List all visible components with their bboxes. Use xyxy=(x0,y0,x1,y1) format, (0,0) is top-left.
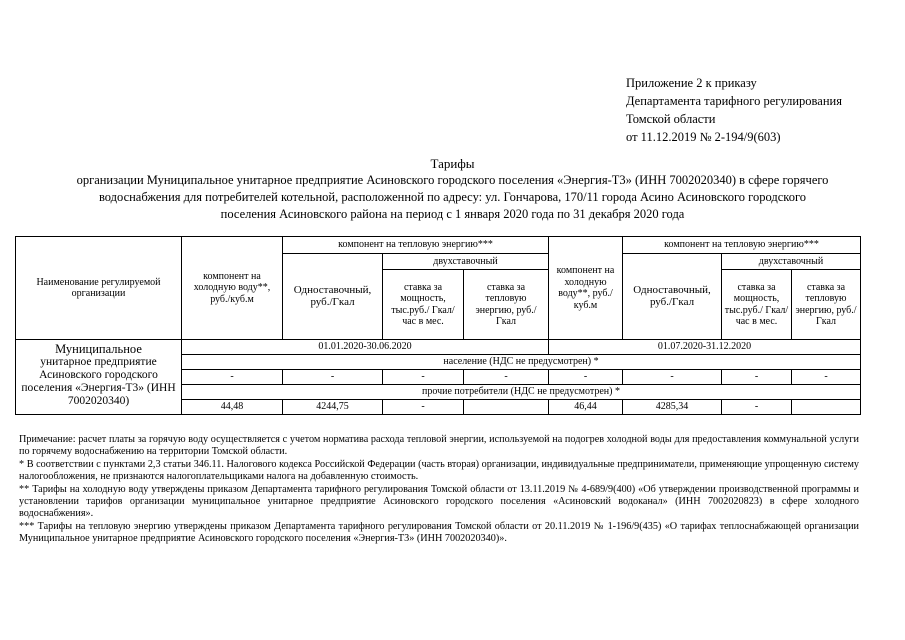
tariff-table xyxy=(15,236,861,415)
table-cell: 44,48 xyxy=(182,400,283,415)
table-cell: - xyxy=(383,370,464,385)
table-cell xyxy=(792,400,861,415)
header-two-rate: двухставочный xyxy=(383,254,549,270)
appendix-header xyxy=(626,74,842,146)
appendix-line: Департамента тарифного регулирования xyxy=(626,94,842,108)
header-cold-water: компонент на холодную воду**, руб./куб.м xyxy=(182,237,283,340)
header-energy-rate: ставка за тепловую энергию, руб./Гкал xyxy=(464,270,549,340)
org-name-cell xyxy=(16,340,182,415)
population-row-header: население (НДС не предусмотрен) * xyxy=(182,355,861,370)
period-cell: 01.07.2020-31.12.2020 xyxy=(549,340,861,355)
header-cold-water: компонент на холодную воду**, руб./куб.м xyxy=(549,237,623,340)
table-cell: 46,44 xyxy=(549,400,623,415)
table-cell: - xyxy=(182,370,283,385)
table-cell: - xyxy=(722,370,792,385)
note-paragraph: ** Тарифы на холодную воду утверждены приказом Департамента тарифного регулирования Томской области от 13.11.2019 № 4-689/9(400) «Об утверждении производственной программы и установлении тарифов организации муниципальное унитарное предприятие Асиновского городского поселения «Асиновский водоканал» (ИНН 7002020823) в сфере холодного водоснабжения». xyxy=(19,483,859,520)
table-cell: - xyxy=(383,400,464,415)
table-cell: 4285,34 xyxy=(623,400,722,415)
table-cell: - xyxy=(792,370,861,385)
header-capacity-rate: ставка за мощность, тыс.руб./ Гкал/час в мес. xyxy=(722,270,792,340)
header-thermal-component: компонент на тепловую энергию*** xyxy=(283,237,549,254)
org-name-line: Муниципальное xyxy=(55,342,142,356)
title-line: организации Муниципальное унитарное предприятие Асиновского городского поселения «Энергия-Т3» (ИНН 7002020340) в сфере горячего xyxy=(76,173,829,187)
appendix-line: Томской области xyxy=(626,112,716,126)
title-line: водоснабжения для потребителей котельной, расположенной по адресу: ул. Гончарова, 170/11 города Асино Асиновского городского xyxy=(98,190,807,204)
header-capacity-rate: ставка за мощность, тыс.руб./ Гкал/час в мес. xyxy=(383,270,464,340)
table-cell: - xyxy=(623,370,722,385)
document-title xyxy=(20,155,885,223)
period-cell: 01.01.2020-30.06.2020 xyxy=(182,340,549,355)
table-cell: 4244,75 xyxy=(283,400,383,415)
header-single-rate: Одноставочный, руб./Гкал xyxy=(623,254,722,340)
other-consumers-row-header: прочие потребители (НДС не предусмотрен) * xyxy=(182,385,861,400)
title-heading: Тарифы xyxy=(430,156,475,171)
appendix-line: от 11.12.2019 № 2-194/9(603) xyxy=(626,130,781,144)
header-energy-rate: ставка за тепловую энергию, руб./Гкал xyxy=(792,270,861,340)
table-cell: - xyxy=(464,370,549,385)
note-paragraph: * В соответствии с пунктами 2,3 статьи 346.11. Налогового кодекса Российской Федерации (часть вторая) организации, индивидуальные предприниматели, применяющие упрощенную систему налогообложения, не признаются налогоплательщиками налога на добавленную стоимость. xyxy=(19,458,859,483)
title-line: поселения Асиновского района на период с 1 января 2020 года по 31 декабря 2020 года xyxy=(220,207,685,221)
header-two-rate: двухставочный xyxy=(722,254,861,270)
appendix-line: Приложение 2 к приказу xyxy=(626,76,757,90)
table-cell: - xyxy=(283,370,383,385)
table-cell: - xyxy=(549,370,623,385)
header-single-rate: Одноставочный, руб./Гкал xyxy=(283,254,383,340)
note-paragraph: Примечание: расчет платы за горячую воду осуществляется с учетом норматива расхода тепловой энергии, используемой на подогрев холодной воды для предоставления коммунальной услуги по горячему водоснабжению на территории Томской области. xyxy=(19,434,859,458)
notes-section xyxy=(19,434,859,546)
org-name-line: унитарное предприятие Асиновского городского поселения «Энергия-Т3» (ИНН 7002020340) xyxy=(21,356,176,407)
note-paragraph: *** Тарифы на тепловую энергию утверждены приказом Департамента тарифного регулирования Томской области от 20.11.2019 № 1-196/9(435) «О тарифах теплоснабжающей организации Муниципальное унитарное предприятие Асиновского городского поселения «Энергия-Т3» (ИНН 7002020340)». xyxy=(19,520,859,545)
table-cell: - xyxy=(722,400,792,415)
header-org-name: Наименование регулируемой организации xyxy=(16,237,182,340)
header-thermal-component: компонент на тепловую энергию*** xyxy=(623,237,861,254)
table-cell xyxy=(464,400,549,415)
